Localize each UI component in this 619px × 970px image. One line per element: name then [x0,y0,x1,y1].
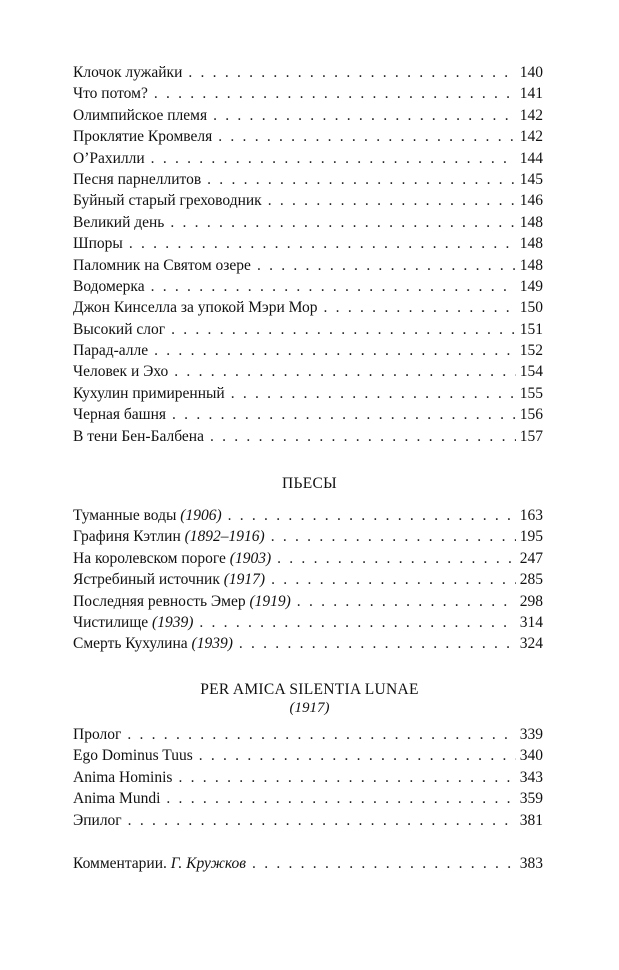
toc-entry-commentary: Комментарии. Г. Кружков . . . 383 [73,853,543,874]
toc-entry: Шпоры . . . 148 [73,233,543,254]
essay-heading: PER AMICA SILENTIA LUNAE [200,681,419,698]
toc-entry: Человек и Эхо . . . 154 [73,361,543,382]
toc-entry: Графиня Кэтлин (1892–1916) . . . 195 [73,526,543,547]
toc-entry: Ястребиный источник (1917) . . . 285 [73,569,543,590]
toc-entry: Смерть Кухулина (1939) . . . 324 [73,633,543,654]
toc-entry: Кухулин примиренный . . . 155 [73,383,543,404]
toc-entry: Черная башня . . . 156 [73,404,543,425]
toc-entry: Что потом? . . . 141 [73,83,543,104]
toc-entry: Эпилог . . . 381 [73,810,543,831]
toc-entry: Песня парнеллитов . . . 145 [73,169,543,190]
toc-entry: Клочок лужайки . . . 140 [73,62,543,83]
toc-entry: Парад-алле . . . 152 [73,340,543,361]
toc-entry: На королевском пороге (1903) . . . 247 [73,548,543,569]
plays-heading: ПЬЕСЫ [282,475,337,492]
toc-entry: Anima Mundi . . . 359 [73,788,543,809]
toc-entry: Ego Dominus Tuus . . . 340 [73,745,543,766]
toc-entry: Последняя ревность Эмер (1919) . . . 298 [73,591,543,612]
toc-entry: Проклятие Кромвеля . . . 142 [73,126,543,147]
toc-entry: Anima Hominis . . . 343 [73,767,543,788]
toc-entry: В тени Бен-Балбена . . . 157 [73,426,543,447]
toc-entry: Джон Кинселла за упокой Мэри Мор . . . 150 [73,297,543,318]
toc-entry: Туманные воды (1906) . . . 163 [73,505,543,526]
poems-list [73,62,543,447]
toc-entry: Чистилище (1939) . . . 314 [73,612,543,633]
plays-list [73,505,543,655]
toc-entry: Водомерка . . . 149 [73,276,543,297]
toc-entry: Олимпийское племя . . . 142 [73,105,543,126]
toc-entry: Буйный старый греховодник . . . 146 [73,190,543,211]
toc-entry: Высокий слог . . . 151 [73,319,543,340]
toc-entry: О’Рахилли . . . 144 [73,148,543,169]
toc-entry: Великий день . . . 148 [73,212,543,233]
essay-year: (1917) [289,700,330,716]
toc-entry: Паломник на Святом озере . . . 148 [73,255,543,276]
essay-list [73,724,543,831]
toc-entry: Пролог . . . 339 [73,724,543,745]
commentary-list [73,853,543,874]
